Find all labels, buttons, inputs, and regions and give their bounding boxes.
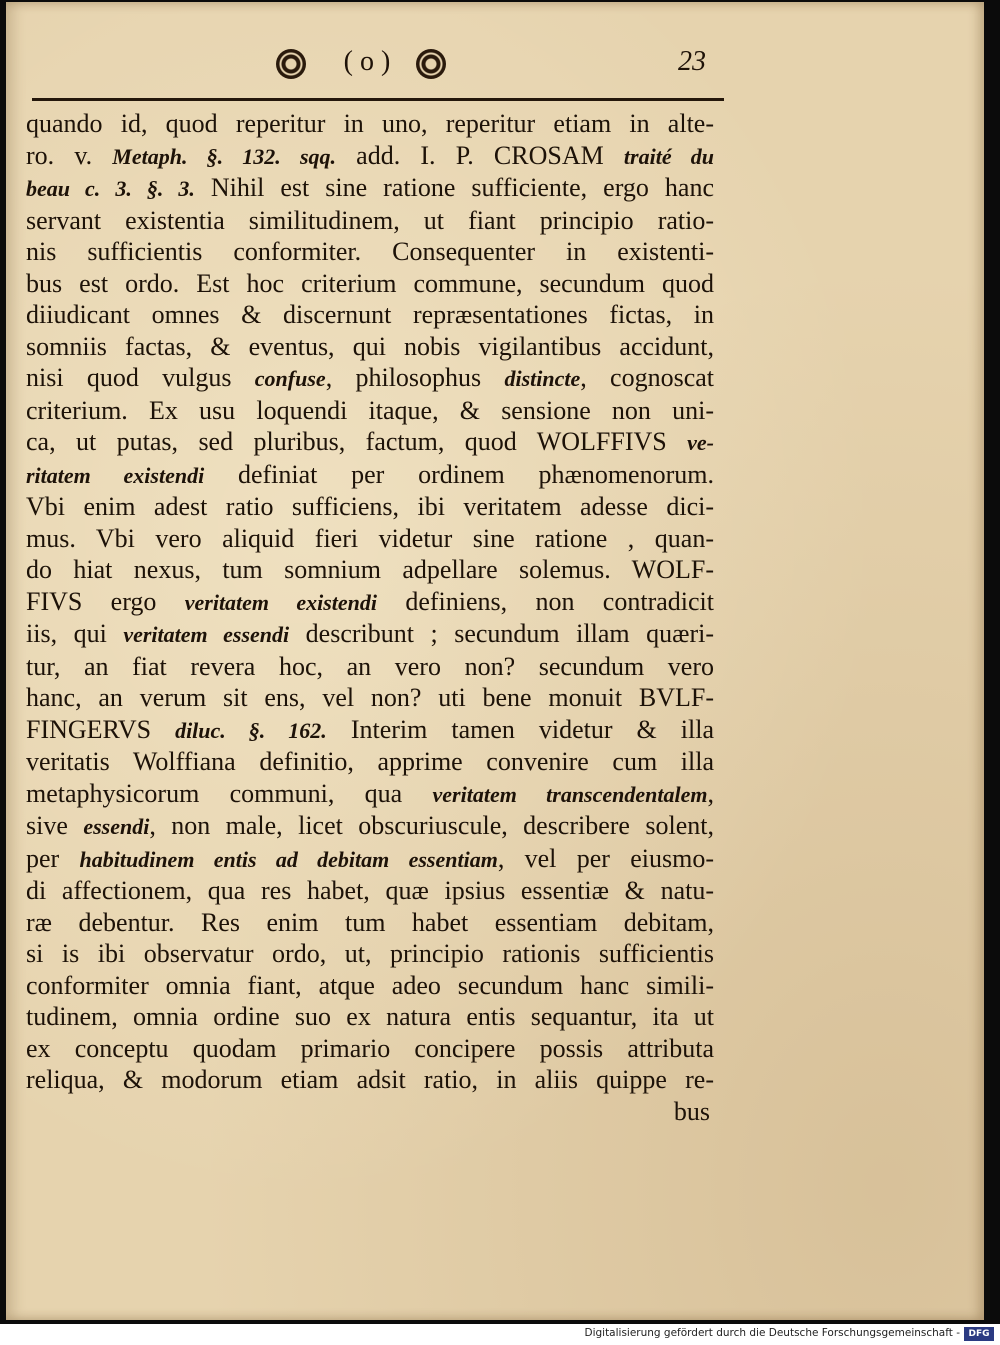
page-header xyxy=(6,46,984,90)
text-line xyxy=(26,1064,714,1096)
text-line xyxy=(26,140,714,173)
text-line xyxy=(26,268,714,300)
footer xyxy=(0,1324,1000,1345)
catchword: bus xyxy=(673,1096,710,1126)
italic-span: veritatem essendi xyxy=(123,622,290,647)
text-line xyxy=(26,746,714,778)
text-span: Nihil est sine ratione sufficiente, ergo hanc xyxy=(194,173,715,202)
text-line xyxy=(26,236,714,268)
italic-span: habitudinem entis ad debitam essentiam xyxy=(79,846,498,872)
italic-span: ritatem existendi xyxy=(26,462,205,488)
text-span: Interim tamen videtur & illa xyxy=(326,714,714,744)
text-span: add. I. P. CROSAM xyxy=(336,140,624,170)
text-line xyxy=(26,554,714,586)
text-line xyxy=(26,682,714,714)
text-span: hanc, an verum sit ens, vel non? uti bene monuit BVLF- xyxy=(26,683,714,712)
text-span: iis, qui xyxy=(26,619,124,648)
text-line xyxy=(26,618,714,651)
text-line xyxy=(26,523,714,555)
text-span: veritatis Wolffiana definitio, apprime convenire cum illa xyxy=(26,747,714,776)
text-line xyxy=(26,875,714,907)
text-span: , vel per eiusmo- xyxy=(497,843,714,873)
text-span: conformiter omnia fiant, atque adeo secundum hanc simili- xyxy=(26,970,714,1000)
book-page xyxy=(6,2,984,1320)
text-span: , cognoscat xyxy=(580,363,715,392)
footer-credit: Digitalisierung gefördert durch die Deutsche Forschungsgemeinschaft - xyxy=(584,1327,960,1339)
text-span: si is ibi observatur ordo, ut, principio rationis sufficientis xyxy=(26,939,714,968)
text-span: ca, ut putas, sed pluribus, factum, quod WOLFFIVS xyxy=(26,427,688,456)
text-span: nis sufficientis conformiter. Consequenter in existenti- xyxy=(26,237,714,266)
italic-span: Metaph. §. 132. sqq. xyxy=(112,143,337,169)
text-line xyxy=(26,843,714,876)
text-line xyxy=(26,1033,714,1065)
text-span: sive xyxy=(26,811,84,840)
text-span: do hiat nexus, tum somnium adpellare solemus. WOLF- xyxy=(26,555,714,584)
italic-span: essendi xyxy=(83,814,150,839)
text-line xyxy=(26,362,714,395)
text-span: Vbi enim adest ratio sufficiens, ibi veritatem adesse dici- xyxy=(26,492,714,521)
text-span: bus est ordo. Est hoc criterium commune, secundum quod xyxy=(26,268,714,298)
text-span: metaphysicorum communi, qua xyxy=(26,778,433,808)
text-line xyxy=(26,108,714,140)
text-line xyxy=(26,1001,714,1033)
text-span: FINGERVS xyxy=(26,714,176,744)
text-line xyxy=(26,907,714,939)
text-span: ro. v. xyxy=(26,140,113,170)
italic-span: veritatem transcendentalem xyxy=(432,781,708,807)
text-span: ex conceptu quodam primario concipere possis attributa xyxy=(26,1033,714,1063)
text-span: somniis factas, & eventus, qui nobis vigilantibus accidunt, xyxy=(26,331,714,361)
text-span: quando id, quod reperitur in uno, reperitur etiam in alte- xyxy=(26,109,714,138)
text-line xyxy=(26,586,714,619)
italic-span: veritatem existendi xyxy=(184,589,378,615)
ornament-left-icon xyxy=(276,49,306,79)
text-line xyxy=(26,426,714,459)
text-span: FIVS ergo xyxy=(26,586,185,616)
text-line xyxy=(26,810,714,843)
text-span: definiens, non contradicit xyxy=(377,586,714,616)
text-body xyxy=(26,108,714,1127)
text-line xyxy=(26,651,714,683)
text-line xyxy=(26,714,714,747)
text-span: , philosophus xyxy=(325,363,505,392)
text-span: mus. Vbi vero aliquid fieri videtur sine ratione , quan- xyxy=(26,523,714,553)
page-number: 23 xyxy=(678,46,706,77)
signature-mark: ( o ) xyxy=(343,46,391,77)
text-span: diiudicant omnes & discernunt repræsentationes fictas, in xyxy=(26,300,714,329)
text-span: nisi quod vulgus xyxy=(26,363,255,392)
italic-span: ve- xyxy=(687,430,714,455)
text-span: servant existentia similitudinem, ut fiant principio ratio- xyxy=(26,205,714,235)
header-rule xyxy=(32,98,724,101)
italic-span: traité du xyxy=(623,143,714,169)
text-line xyxy=(26,299,714,331)
text-span: criterium. Ex usu loquendi itaque, & sensione non uni- xyxy=(26,395,714,425)
text-span: per xyxy=(26,843,80,873)
text-span: tudinem, omnia ordine suo ex natura entis sequantur, ita ut xyxy=(26,1002,714,1031)
italic-span: distincte xyxy=(504,366,581,391)
text-line xyxy=(26,459,714,492)
italic-span: beau c. 3. §. 3. xyxy=(26,176,195,201)
text-span: ræ debentur. Res enim tum habet essentiam debitam, xyxy=(26,907,714,937)
text-span: reliqua, & modorum etiam adsit ratio, in aliis quippe re- xyxy=(26,1065,714,1094)
text-line xyxy=(26,970,714,1002)
text-line xyxy=(26,778,714,811)
text-line xyxy=(26,172,714,205)
text-line xyxy=(26,938,714,970)
italic-span: confuse xyxy=(254,366,326,391)
text-span: describunt ; secundum illam quæri- xyxy=(289,619,714,648)
text-line xyxy=(26,205,714,237)
text-span: di affectionem, qua res habet, quæ ipsius essentiæ & natu- xyxy=(26,876,714,905)
text-line xyxy=(26,491,714,523)
text-line xyxy=(26,331,714,363)
text-span: , non male, licet obscuriuscule, describere solent, xyxy=(149,811,714,840)
text-span: definiat per ordinem phænomenorum. xyxy=(204,459,714,489)
text-line xyxy=(26,395,714,427)
text-span: , xyxy=(707,778,714,808)
italic-span: diluc. §. 162. xyxy=(175,717,327,743)
ornament-right-icon xyxy=(416,49,446,79)
text-span: tur, an fiat revera hoc, an vero non? secundum vero xyxy=(26,651,714,681)
dfg-logo: DFG xyxy=(964,1327,994,1341)
